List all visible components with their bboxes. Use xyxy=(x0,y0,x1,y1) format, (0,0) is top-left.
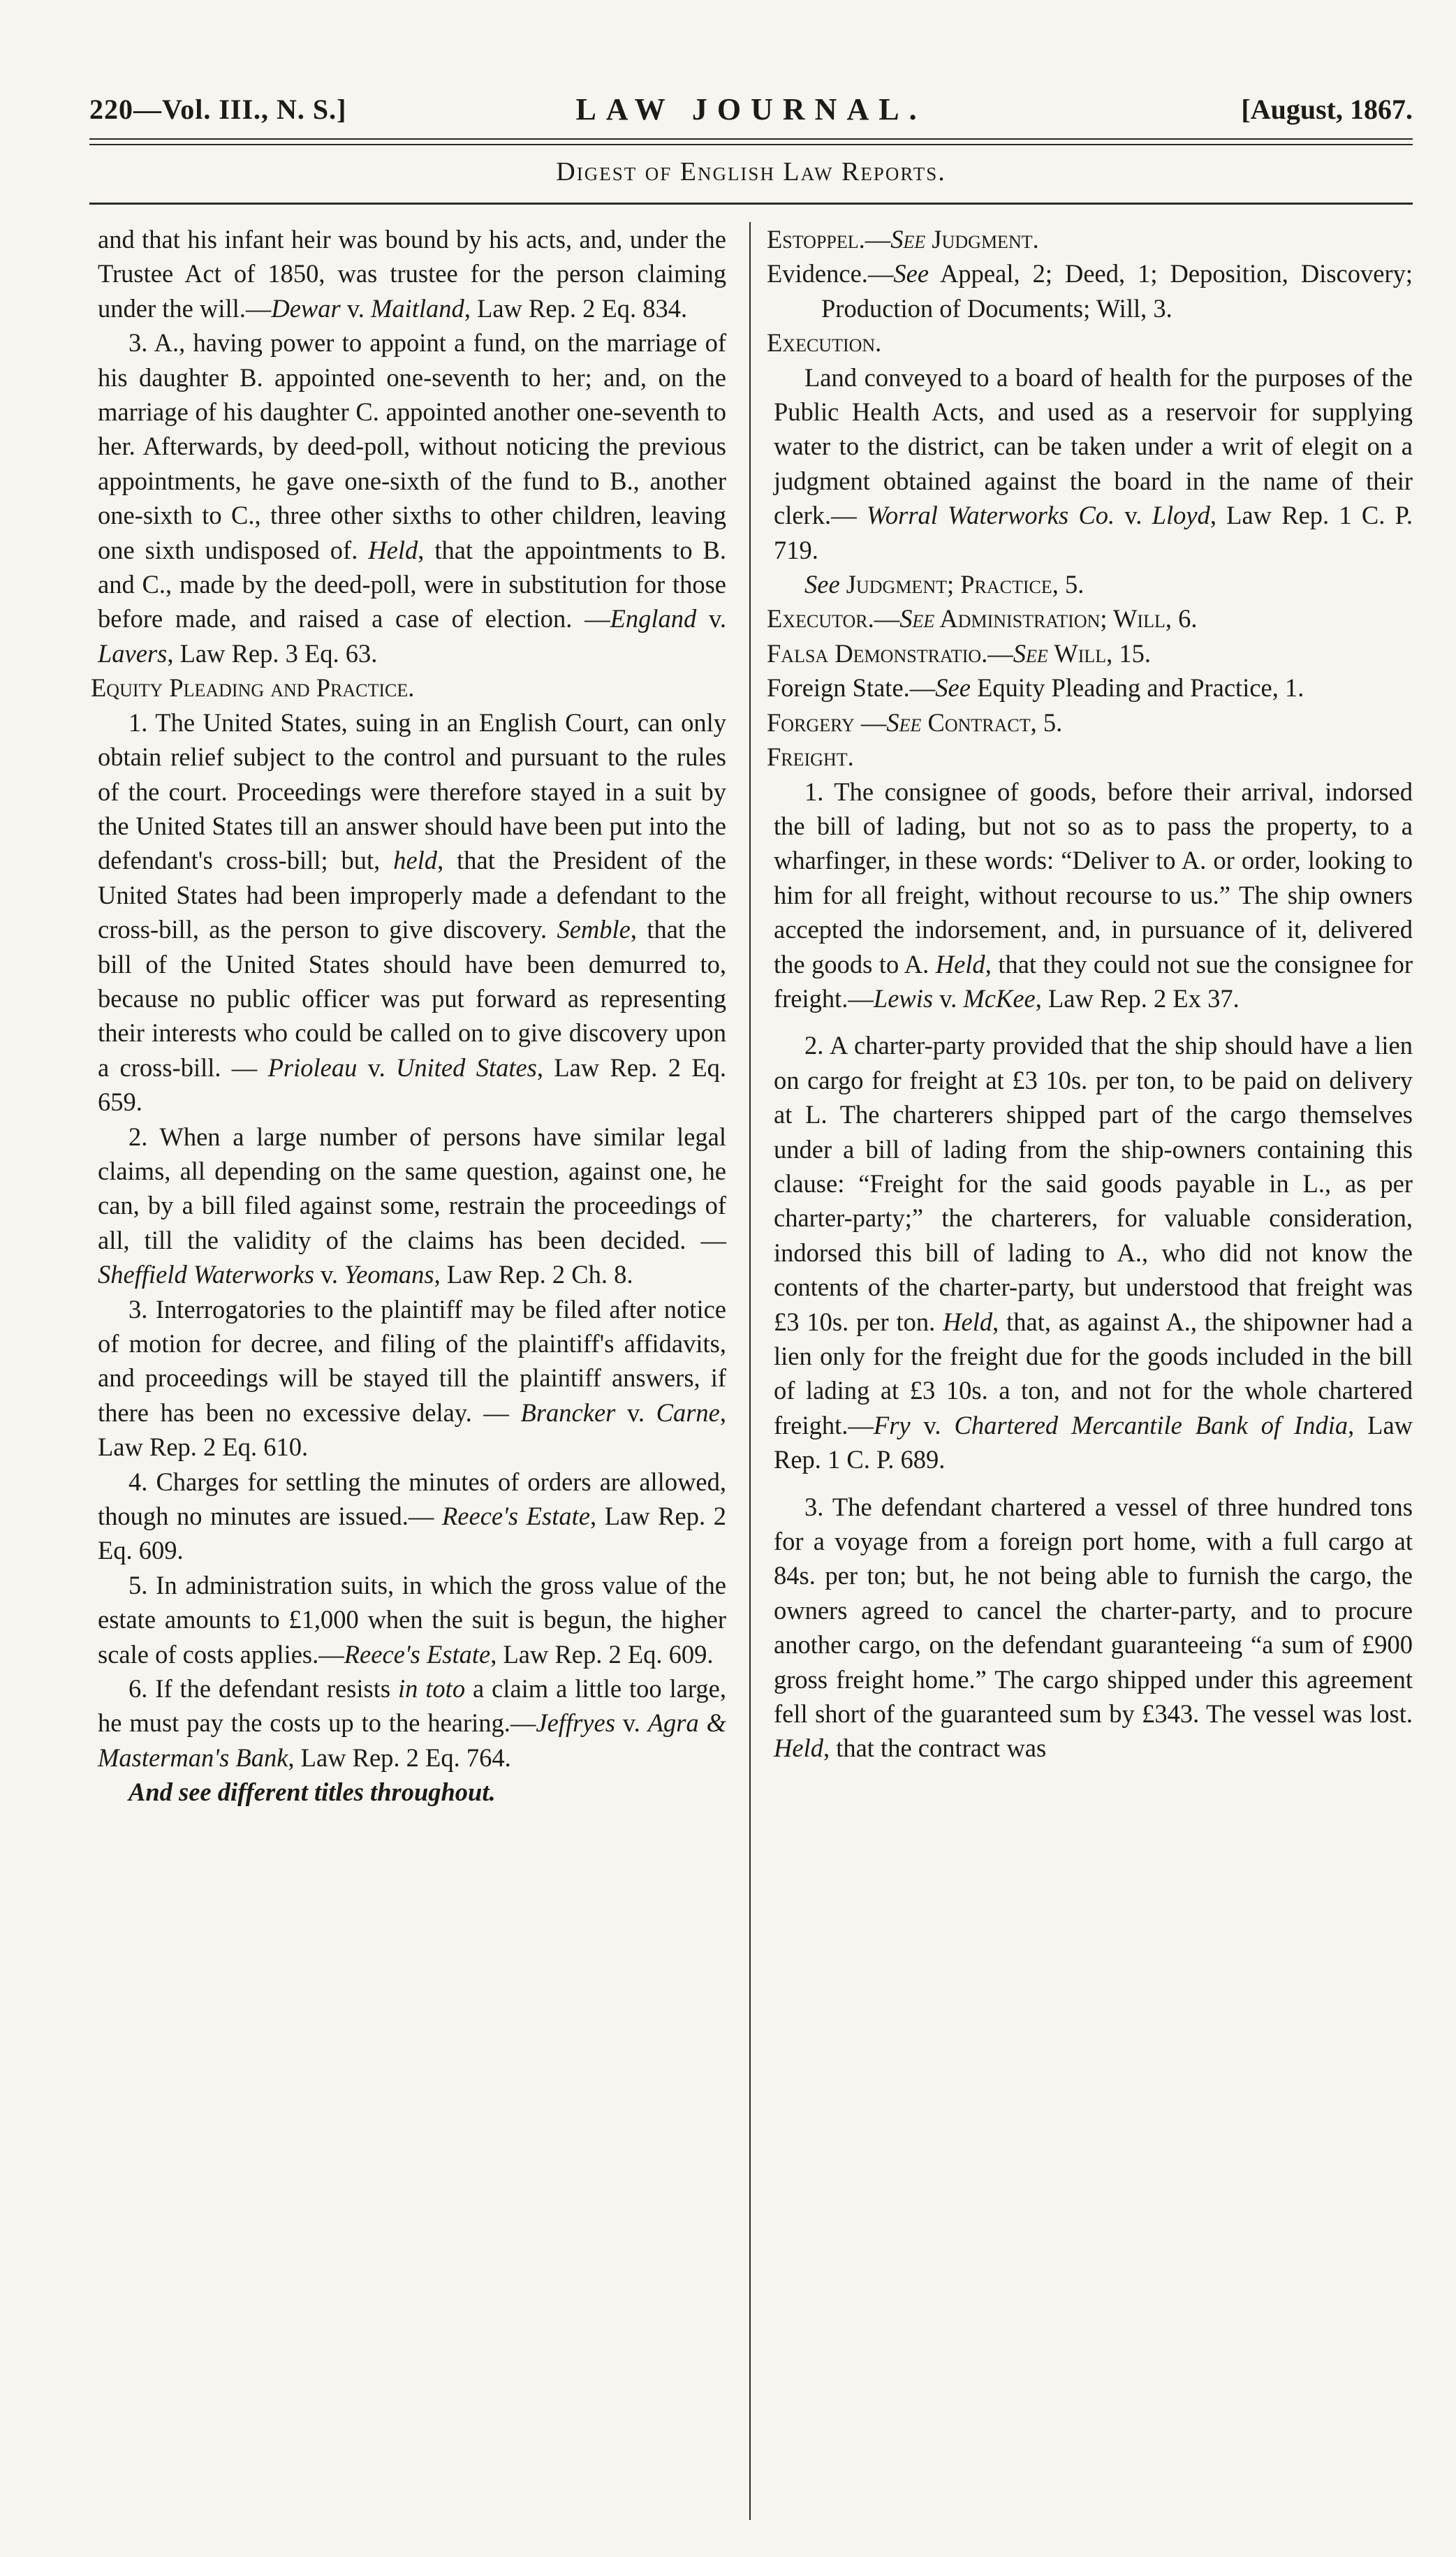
digest-heading: Equity Pleading and Practice. xyxy=(91,673,415,703)
digest-heading: Freight. xyxy=(767,742,854,772)
digest-paragraph: 3. A., having power to appoint a fund, on the marriage of his daughter B. appointed one-seventh to her; and, on the marriage of his daughter C. appointed another one-seventh to her. Afterwards, by deed-poll, without noticing the previous appointments, he gave one-sixth of the fund to B., another one-sixth to C., three other sixths to other children, leaving one sixth undisposed of. Held, that the appointments to B. and C., made by the deed-poll, were in substitution for those before made, and raised a case of election. —England v. Lavers, Law Rep. 3 Eq. 63. xyxy=(98,328,727,668)
digest-paragraph: 3. The defendant chartered a vessel of three hundred tons for a voyage from a foreign port home, with a full cargo at 84s. per ton; but, he not being able to furnish the cargo, the owners agreed to cancel the charter-party, and to procure another cargo, on the defendant guaranteeing “a sum of £900 gross freight home.” The cargo shipped under this agreement fell short of the guaranteed sum by £343. The vessel was lost. Held, that the contract was xyxy=(774,1492,1413,1763)
journal-title: LAW JOURNAL. xyxy=(575,91,927,126)
digest-paragraph: See Judgment; Practice, 5. xyxy=(804,570,1084,599)
left-column xyxy=(91,222,727,1810)
digest-heading: Falsa Demonstratio.—See Will, 15. xyxy=(767,638,1151,668)
digest-paragraph: 5. In administration suits, in which the gross value of the estate amounts to £1,000 when the suit is begun, the higher scale of costs applies.—Reece's Estate, Law Rep. 2 Eq. 609. xyxy=(98,1570,726,1669)
running-head xyxy=(89,87,1413,131)
section-title: Digest of English Law Reports. xyxy=(556,157,946,186)
column-divider xyxy=(749,222,751,2520)
digest-heading: Executor.—See Administration; Will, 6. xyxy=(767,604,1198,633)
digest-paragraph: and that his infant heir was bound by his acts, and, under the Trustee Act of 1850, was trustee for the person claiming under the will.—Dewar v. Maitland, Law Rep. 2 Eq. 834. xyxy=(98,225,726,323)
digest-paragraph: 1. The consignee of goods, before their arrival, indorsed the bill of lading, but not so as to pass the property, to a wharfinger, in these words: “Deliver to A. or order, looking to him for all freight, without recourse to us.” The ship owners accepted the indorsement, and, in pursuance of it, delivered the goods to A. Held, that they could not sue the consignee for freight.—Lewis v. McKee, Law Rep. 2 Ex 37. xyxy=(774,777,1413,1013)
digest-paragraph: And see different titles throughout. xyxy=(128,1778,496,1807)
digest-heading: Estoppel.—See Judgment. xyxy=(767,225,1039,254)
header-rule xyxy=(89,138,1413,145)
digest-heading: Execution. xyxy=(767,328,882,358)
digest-paragraph: 3. Interrogatories to the plaintiff may be filed after notice of motion for decree, and filing of the plaintiff's affidavits, and proceedings will be stayed till the plaintiff answers, if there has been no excessive delay. — Brancker v. Carne, Law Rep. 2 Eq. 610. xyxy=(98,1294,726,1462)
digest-paragraph: 4. Charges for settling the minutes of orders are allowed, though no minutes are issued.— Reece's Estate, Law Rep. 2 Eq. 609. xyxy=(98,1467,726,1565)
digest-paragraph: 2. When a large number of persons have similar legal claims, all depending on the same question, against one, he can, by a bill filed against some, restrain the proceedings of all, till the validity of the claims has been decided. — Sheffield Waterworks v. Yeomans, Law Rep. 2 Ch. 8. xyxy=(98,1122,726,1289)
digest-heading: Foreign State.—See Equity Pleading and Practice, 1. xyxy=(767,673,1304,703)
section-rule xyxy=(89,203,1413,205)
issue-date: [August, 1867. xyxy=(1241,93,1413,125)
digest-heading: Forgery —See Contract, 5. xyxy=(767,708,1063,737)
digest-paragraph: 6. If the defendant resists in toto a claim a little too large, he must pay the costs up to the hearing.—Jeffryes v. Agra & Masterman's Bank, Law Rep. 2 Eq. 764. xyxy=(98,1674,726,1772)
digest-heading: Evidence.—See Appeal, 2; Deed, 1; Deposition, Discovery; Production of Documents; Will, 3. xyxy=(767,259,1413,323)
digest-paragraph: 1. The United States, suing in an English Court, can only obtain relief subject to the control and pursuant to the rules of the court. Proceedings were therefore stayed in a suit by the United States till an answer should have been put into the defendant's cross-bill; but, held, that the President of the United States had been improperly made a defendant to the cross-bill, as the person to give discovery. Semble, that the bill of the United States should have been demurred to, because no public officer was put forward as representing their interests who could be called on to give discovery upon a cross-bill. — Prioleau v. United States, Law Rep. 2 Eq. 659. xyxy=(98,708,726,1117)
right-column xyxy=(767,222,1413,1766)
volume-info: 220—Vol. III., N. S.] xyxy=(89,93,347,125)
digest-paragraph: 2. A charter-party provided that the ship should have a lien on cargo for freight at £3 10s. per ton, to be paid on delivery at L. The charterers shipped part of the cargo themselves under a bill of lading from the ship-owners containing this clause: “Freight for the said goods payable in L., as per charter-party;” the charterers, for valuable consideration, indorsed this bill of lading to A., who did not know the contents of the charter-party, but understood that freight was £3 10s. per ton. Held, that, as against A., the shipowner had a lien only for the freight due for the goods included in the bill of lading at £3 10s. a ton, and not for the whole chartered freight.—Fry v. Chartered Mercantile Bank of India, Law Rep. 1 C. P. 689. xyxy=(774,1031,1413,1474)
digest-paragraph: Land conveyed to a board of health for the purposes of the Public Health Acts, and used as a reservoir for supplying water to the district, can be taken under a writ of elegit on a judgment obtained against the board in the name of their clerk.— Worral Waterworks Co. v. Lloyd, Law Rep. 1 C. P. 719. xyxy=(774,362,1413,564)
